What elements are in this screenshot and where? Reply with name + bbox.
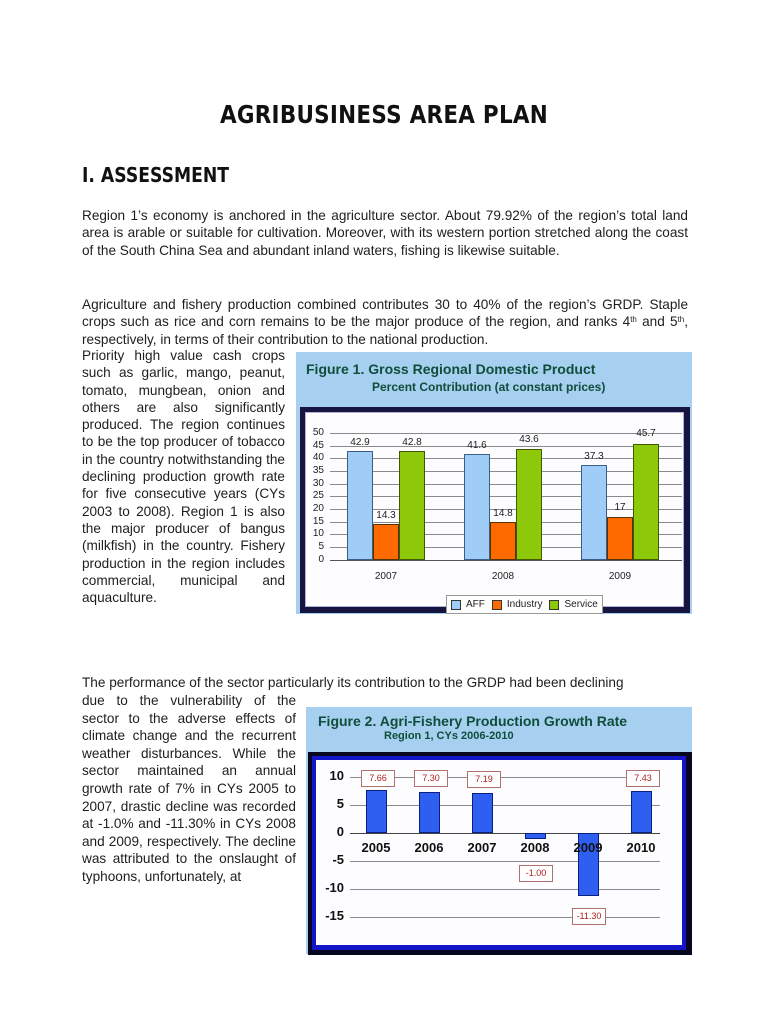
value-label: 45.7 [636, 428, 656, 439]
figure-1-subtitle: Percent Contribution (at constant prices) [372, 380, 606, 394]
value-label: 17 [614, 502, 626, 513]
y-tick: 35 [312, 465, 324, 476]
y-tick: 50 [312, 427, 324, 438]
paragraph-text: Agriculture and fishery production combined contributes 30 to 40% of the region’s GRDP. Staple crops such as rice and corn remains to be the major produce of the region, and ranks 4 [82, 297, 688, 330]
bar-industry-2008 [490, 522, 516, 560]
legend-label: Service [564, 599, 598, 610]
y-tick: 45 [312, 440, 324, 451]
gridline [330, 496, 682, 497]
chart-legend [446, 595, 603, 614]
figure-2-growth-rate-chart [306, 707, 692, 954]
value-label: 42.9 [350, 437, 370, 448]
y-tick: -10 [325, 880, 344, 895]
data-label: 7.30 [414, 770, 448, 787]
y-tick: 5 [336, 796, 344, 811]
bar-2006 [419, 792, 440, 833]
bar-service-2008 [516, 449, 542, 560]
y-tick: 10 [312, 528, 324, 539]
value-label: 14.8 [493, 508, 513, 519]
bar-2005 [366, 790, 387, 833]
y-tick: -15 [325, 908, 344, 923]
superscript: th [630, 315, 637, 325]
gridline [350, 777, 660, 778]
gridline [350, 917, 660, 918]
paragraph-grdp-contribution [82, 296, 688, 348]
y-tick: 40 [312, 452, 324, 463]
paragraph-cash-crops: Priority high value cash crops such as garlic, mango, peanut, tomato, mungbean, onion and others are also significantly produced. The region continues to be the top producer of tobacco in the country notwithstanding the declining production growth rate for five consecutive years (CYs 2003 to 2008). Region 1 is also the major producer of bangus (milkfish) in the country. Fishery production in the region includes commercial, municipal and aquaculture. [82, 348, 285, 606]
x-axis [330, 560, 682, 561]
figure-1-title: Figure 1. Gross Regional Domestic Product [306, 361, 596, 377]
paragraph-performance-line1: The performance of the sector particularly its contribution to the GRDP had been declining [82, 675, 624, 690]
x-tick: 2009 [608, 571, 632, 582]
value-label: 42.8 [402, 437, 422, 448]
figure-2-frame [308, 752, 692, 955]
paragraph-land-use: Region 1’s economy is anchored in the agriculture sector. About 79.92% of the region’s total land area is arable or suitable for cultivation. Moreover, with its western portion stretched along the coast of the South China Sea and abundant inland waters, fishing is likewise suitable. [82, 208, 688, 258]
x-tick: 2008 [520, 840, 550, 855]
y-tick: 15 [312, 516, 324, 527]
y-tick: 0 [318, 554, 324, 565]
x-tick: 2007 [374, 571, 398, 582]
bar-service-2007 [399, 451, 425, 560]
bar-2010 [631, 791, 652, 833]
figure-1-plot-area [305, 412, 684, 610]
y-tick: 20 [312, 503, 324, 514]
y-tick: 0 [336, 824, 344, 839]
figure-1-grdp-chart [296, 352, 692, 614]
gridline [330, 471, 682, 472]
gridline [330, 446, 682, 447]
bar-industry-2009 [607, 517, 633, 560]
gridline [330, 484, 682, 485]
x-tick: 2006 [414, 840, 444, 855]
data-label: -11.30 [572, 908, 606, 925]
value-label: 41.6 [467, 440, 487, 451]
legend-swatch-service [549, 600, 559, 610]
legend-swatch-aff [451, 600, 461, 610]
gridline [350, 861, 660, 862]
y-tick: 5 [318, 541, 324, 552]
figure-2-border [312, 756, 686, 950]
data-label: 7.43 [626, 770, 660, 787]
superscript: th [677, 315, 685, 325]
paragraph-performance-cont: due to the vulnerability of the sector to the adverse effects of climate change and the recurrent weather disturbances. While the sector maintained an annual growth rate of 7% in CYs 2005 to 2007, drastic decline was recorded at -1.0% and -11.30% in CYs 2008 and 2009, respectively. The decline was attributed to the onslaught of typhoons, unfortunately, at [82, 693, 296, 884]
paragraph-text: and 5 [636, 314, 678, 330]
x-tick: 2005 [361, 840, 391, 855]
section-heading: I. ASSESSMENT [82, 163, 229, 187]
bar-2007 [472, 793, 493, 833]
bar-2008 [525, 833, 546, 839]
gridline [350, 805, 660, 806]
bar-aff-2008 [464, 454, 490, 560]
value-label: 14.3 [376, 510, 396, 521]
figure-2-subtitle: Region 1, CYs 2006-2010 [384, 730, 514, 742]
legend-swatch-industry [492, 600, 502, 610]
data-label: 7.66 [361, 770, 395, 787]
x-axis [350, 833, 660, 834]
legend-label: AFF [466, 599, 485, 610]
value-label: 37.3 [584, 451, 604, 462]
data-label: 7.19 [467, 771, 501, 788]
x-tick: 2009 [573, 840, 603, 855]
paragraph-text: , respectively, in terms of their contribution to the national production. [82, 314, 688, 347]
figure-1-frame [300, 407, 690, 613]
gridline [350, 889, 660, 890]
document-title: AGRIBUSINESS AREA PLAN [219, 100, 549, 129]
y-tick: 10 [329, 768, 344, 783]
y-tick: -5 [332, 852, 344, 867]
figure-2-title: Figure 2. Agri-Fishery Production Growth Rate [318, 713, 628, 729]
value-label: 43.6 [519, 434, 539, 445]
y-tick: 25 [312, 490, 324, 501]
y-tick: 30 [312, 478, 324, 489]
bar-industry-2007 [373, 524, 399, 560]
bar-aff-2007 [347, 451, 373, 560]
x-tick: 2010 [626, 840, 656, 855]
gridline [330, 458, 682, 459]
legend-label: Industry [506, 599, 543, 610]
x-tick: 2008 [491, 571, 515, 582]
data-label: -1.00 [519, 865, 553, 882]
figure-2-plot-area [316, 760, 682, 945]
x-tick: 2007 [467, 840, 497, 855]
